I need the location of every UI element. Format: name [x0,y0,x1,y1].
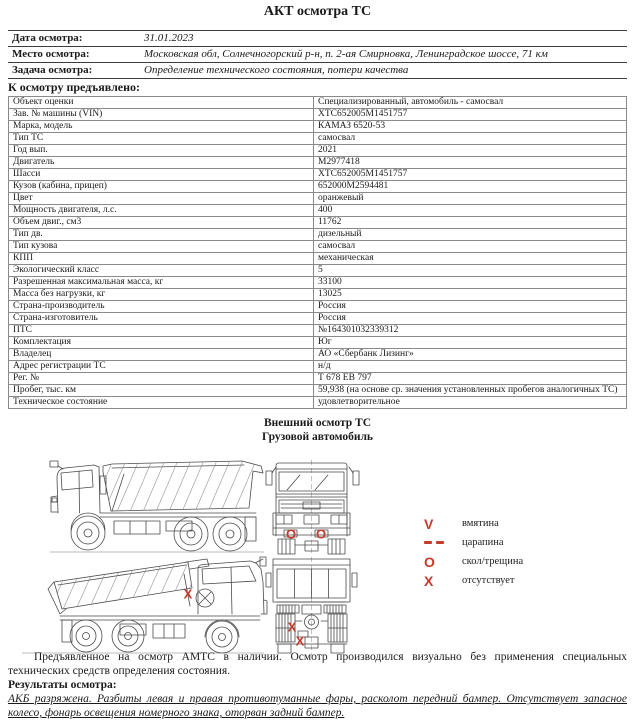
vehicle-attr-value: XTC652005M1451757 [314,109,627,121]
legend-item-missing [424,571,523,590]
damage-mark-chip-right-foglight: O [315,526,327,542]
meta-row [8,63,627,79]
meta-table [8,30,627,79]
truck-side-right-view [18,556,268,662]
vehicle-attr-value: XTC652005M1451757 [314,169,627,181]
dent-symbol-icon: V [424,515,434,532]
table-row [9,337,627,349]
table-row [9,193,627,205]
table-row [9,397,627,409]
vehicle-attr-label: Рег. № [9,373,314,385]
table-row [9,361,627,373]
truck-rear-view [265,556,360,662]
vehicle-attr-value: 59,938 (на основе ср. значения установленных пробегов аналогичных ТС) [314,385,627,397]
table-row [9,121,627,133]
page-title: АКТ осмотра ТС [263,4,372,19]
vehicle-attr-value: КАМАЗ 6520-53 [314,121,627,133]
vehicle-attr-label: Тип кузова [9,241,314,253]
table-row [9,253,627,265]
table-row [9,169,627,181]
vehicle-attr-label: Тип ТС [9,133,314,145]
legend-label: вмятина [462,518,499,529]
vehicle-attr-label: Цвет [9,193,314,205]
table-row [9,325,627,337]
chip-symbol-icon: O [424,553,435,570]
table-row [9,241,627,253]
vehicle-attr-label: Год вып. [9,145,314,157]
vehicle-attr-value: 13025 [314,289,627,301]
vehicle-attr-value: Россия [314,301,627,313]
footer [8,650,627,720]
table-row [9,109,627,121]
availability-paragraph: Предъявленное на осмотр АМТС в наличии. Осмотр производился визуально без применения специальных технических средств определения состояния. [8,651,627,677]
vehicle-attr-label: Шасси [9,169,314,181]
table-row [9,313,627,325]
vehicle-attr-label: КПП [9,253,314,265]
vehicle-attr-label: Объем двиг., см3 [9,217,314,229]
vehicle-attr-label: Двигатель [9,157,314,169]
table-row [9,385,627,397]
vehicle-attr-label: Разрешенная максимальная масса, кг [9,277,314,289]
vehicle-attr-label: Кузов (кабина, прицеп) [9,181,314,193]
results-heading: Результаты осмотра: [8,679,117,691]
table-row [9,301,627,313]
table-row [9,277,627,289]
vehicle-attr-label: Комплектация [9,337,314,349]
presented-heading: К осмотру предъявлено: [8,80,141,94]
damage-mark-missing-spare-wheel: X [183,586,193,602]
meta-label: Задача осмотра: [8,63,140,79]
meta-row [8,47,627,63]
table-row [9,265,627,277]
vehicle-attr-value: 33100 [314,277,627,289]
legend-label: отсутствует [462,575,515,586]
legend-label: скол/трещина [462,556,524,567]
vehicle-attr-value: №164301032339312 [314,325,627,337]
meta-value: Определение технического состояния, потери качества [140,63,627,79]
vehicle-attr-value: самосвал [314,241,627,253]
table-row [9,145,627,157]
legend-item-scratch [424,533,523,552]
truck-front-view [265,458,360,558]
damage-mark-missing-rear-bumper: X [295,633,305,649]
vehicle-attr-label: Страна-изготовитель [9,313,314,325]
vehicle-attr-label: Адрес регистрации ТС [9,361,314,373]
damage-legend [424,514,523,590]
legend-label: царапина [462,537,504,548]
table-row [9,181,627,193]
vehicle-attr-value: 11762 [314,217,627,229]
vehicle-attr-label: Объект оценки [9,97,314,109]
vehicle-attr-value: Россия [314,313,627,325]
missing-symbol-icon: X [424,572,434,589]
truck-side-left-view [48,456,268,556]
meta-value: 31.01.2023 [140,31,627,47]
vehicle-attr-value: Юг [314,337,627,349]
results-text: АКБ разряжена. Разбиты левая и правая противотуманные фары, расколот передний бампер. Отсутствует запасное колесо, фонарь освещения номерного знака, оторван задний бампер. [8,693,627,719]
table-row [9,133,627,145]
table-row [9,229,627,241]
table-row [9,157,627,169]
vehicle-attr-value: Т 678 ЕВ 797 [314,373,627,385]
vehicle-attr-label: Мощность двигателя, л.с. [9,205,314,217]
table-row [9,349,627,361]
vehicle-attr-value: 2021 [314,145,627,157]
meta-value: Московская обл, Солнечногорский р-н, п. 2-ая Смирновка, Ленинградское шоссе, 71 км [140,47,627,63]
legend-item-chip [424,552,523,571]
vehicle-attr-value: удовлетворительное [314,397,627,409]
table-row [9,217,627,229]
meta-label: Дата осмотра: [8,31,140,47]
vehicle-attr-label: Владелец [9,349,314,361]
vehicle-attr-value: 652000M2594481 [314,181,627,193]
vehicle-attr-value: оранжевый [314,193,627,205]
vehicle-attr-label: Зав. № машины (VIN) [9,109,314,121]
damage-mark-chip-left-foglight: O [285,526,297,542]
meta-label: Место осмотра: [8,47,140,63]
vehicle-attr-label: Экологический класс [9,265,314,277]
vehicle-attr-label: Страна-производитель [9,301,314,313]
table-row [9,205,627,217]
table-row [9,289,627,301]
vehicle-attr-value: н/д [314,361,627,373]
vehicle-attr-label: ПТС [9,325,314,337]
table-row [9,97,627,109]
vehicle-attr-value: 400 [314,205,627,217]
vehicle-table [8,96,627,409]
vehicle-attr-value: Специализированный, автомобиль - самосвал [314,97,627,109]
vehicle-attr-value: самосвал [314,133,627,145]
meta-row [8,31,627,47]
vehicle-attr-label: Марка, модель [9,121,314,133]
vehicle-attr-value: дизельный [314,229,627,241]
inspection-title: Внешний осмотр ТС [263,417,372,429]
vehicle-attr-label: Техническое состояние [9,397,314,409]
legend-item-dent [424,514,523,533]
vehicle-attr-value: 5 [314,265,627,277]
vehicle-attr-label: Масса без нагрузки, кг [9,289,314,301]
vehicle-attr-label: Пробег, тыс. км [9,385,314,397]
table-row [9,373,627,385]
vehicle-attr-value: механическая [314,253,627,265]
vehicle-attr-value: M2977418 [314,157,627,169]
inspection-subtitle: Грузовой автомобиль [261,431,374,443]
scratch-symbol-icon [424,541,462,544]
vehicle-attr-label: Тип дв. [9,229,314,241]
damage-mark-missing-plate-light: X [287,619,297,635]
vehicle-attr-value: АО «Сбербанк Лизинг» [314,349,627,361]
